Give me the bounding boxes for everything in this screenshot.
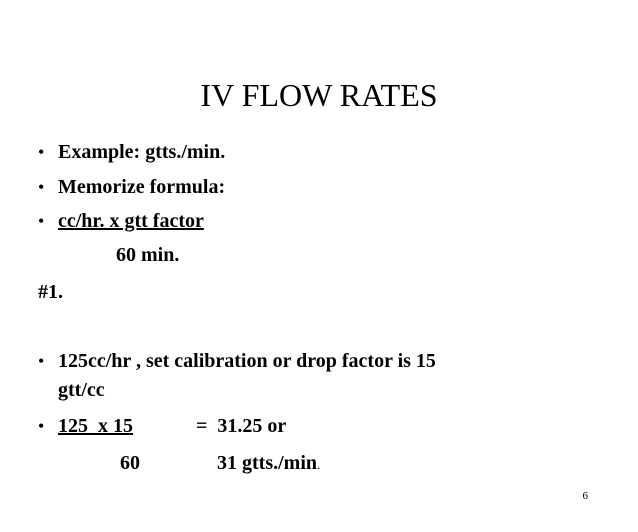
page-number: 6 — [582, 490, 588, 502]
bullet-example — [38, 140, 225, 164]
formula-numerator: cc/hr. x gtt factor — [58, 210, 204, 232]
formula-denominator: 60 min. — [116, 244, 180, 266]
calc-numerator: 125 x 15 — [58, 415, 133, 437]
bullet-glyph: • — [38, 211, 45, 231]
bullet-glyph: • — [38, 142, 45, 162]
problem-text-2: gtt/cc — [58, 379, 105, 401]
problem-number: #1. — [38, 281, 63, 303]
bullet-calculation — [38, 414, 133, 438]
example-text: Example: gtts./min. — [58, 141, 226, 163]
problem-text-1: 125cc/hr , set calibration or drop factor is 15 — [58, 350, 436, 372]
calc-rounded: 31 gtts./min — [217, 452, 317, 474]
calc-rounded-line — [217, 451, 320, 477]
bullet-glyph: • — [38, 177, 45, 197]
bullet-problem — [38, 349, 436, 373]
calc-period: . — [317, 457, 321, 472]
bullet-glyph: • — [38, 416, 45, 436]
memorize-text: Memorize formula: — [58, 176, 226, 198]
bullet-memorize — [38, 175, 225, 199]
calc-result: = 31.25 or — [196, 415, 287, 437]
calc-denominator: 60 — [120, 452, 140, 474]
bullet-formula — [38, 209, 204, 233]
bullet-glyph: • — [38, 351, 45, 371]
slide-title: IV FLOW RATES — [200, 77, 438, 113]
